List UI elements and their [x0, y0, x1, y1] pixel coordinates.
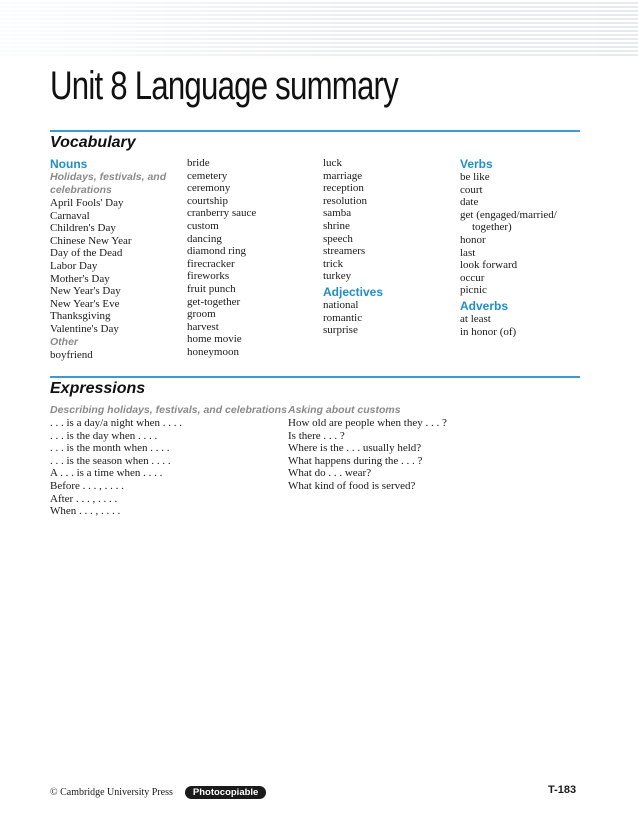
list-item: ceremony: [187, 182, 231, 195]
list-item: courtship: [187, 194, 228, 207]
list-item: resolution: [323, 194, 367, 207]
list-item: firecracker: [187, 257, 235, 270]
list-item: cranberry sauce: [187, 207, 257, 220]
list-item: date: [460, 196, 479, 209]
list-item: What kind of food is served?: [288, 479, 416, 492]
list-item: . . . is a day/a night when . . . .: [50, 417, 182, 429]
vocab-column-3: [323, 157, 383, 337]
list-item: honor: [460, 233, 486, 246]
list-item: Chinese New Year: [50, 234, 132, 247]
list-item: samba: [323, 207, 352, 220]
list-item: reception: [323, 182, 364, 195]
vocab-column-4: [460, 157, 557, 338]
list-item: . . . is the month when . . . .: [50, 442, 170, 455]
list-item: groom: [187, 308, 216, 321]
list-item: home movie: [187, 333, 242, 346]
photocopiable-badge: Photocopiable: [185, 786, 266, 799]
list-item: Where is the . . . usually held?: [288, 442, 422, 455]
vocab-column-2: [187, 157, 256, 359]
list-item: After . . . , . . . .: [50, 492, 118, 505]
expressions-describing: [50, 404, 287, 518]
list-item: Thanksgiving: [50, 310, 111, 323]
list-item: honeymoon: [187, 345, 239, 358]
list-item: Day of the Dead: [50, 247, 123, 260]
list-item: look forward: [460, 259, 518, 272]
list-item: together): [472, 221, 512, 234]
list-item: shrine: [323, 219, 350, 232]
copyright: © Cambridge University Press: [50, 787, 173, 798]
list-item: national: [323, 298, 359, 311]
list-item: turkey: [323, 270, 352, 283]
list-item: streamers: [323, 245, 366, 258]
list-item: When . . . , . . . .: [50, 505, 121, 518]
list-item: trick: [323, 257, 344, 270]
list-item: New Year's Eve: [50, 297, 120, 310]
list-item: diamond ring: [187, 245, 246, 258]
list-item: boyfriend: [50, 348, 93, 361]
list-item: What do . . . wear?: [288, 467, 372, 480]
adjectives-label: Adjectives: [323, 284, 384, 299]
page-title: Unit 8 Language summary: [50, 64, 398, 108]
list-item: get-together: [187, 295, 241, 308]
list-item: be like: [460, 171, 490, 183]
list-item: fruit punch: [187, 282, 236, 295]
list-item: custom: [187, 219, 219, 232]
list-item: fireworks: [187, 270, 230, 283]
list-item: occur: [460, 271, 485, 284]
list-item: How old are people when they . . . ?: [288, 417, 447, 429]
list-item: A . . . is a time when . . . .: [50, 467, 163, 480]
vocab-column-1: [50, 157, 166, 361]
list-item: cemetery: [187, 169, 228, 182]
holidays-sublabel: Holidays, festivals, and: [50, 171, 167, 183]
vocabulary-heading: Vocabulary: [50, 130, 580, 152]
list-item: Labor Day: [50, 259, 98, 272]
list-item: harvest: [187, 320, 219, 333]
list-item: Is there . . . ?: [288, 429, 345, 442]
list-item: What happens during the . . . ?: [288, 454, 423, 467]
expressions-heading: Expressions: [50, 376, 580, 398]
list-item: April Fools' Day: [50, 197, 124, 209]
list-item: romantic: [323, 311, 363, 324]
verbs-label: Verbs: [460, 157, 493, 171]
list-item: Before . . . , . . . .: [50, 479, 124, 492]
expressions-customs: [288, 404, 447, 493]
list-item: Valentine's Day: [50, 322, 119, 335]
list-item: get (engaged/married/: [460, 208, 557, 221]
list-item: luck: [323, 157, 342, 169]
describing-sublabel: Describing holidays, festivals, and celebrations: [50, 404, 287, 416]
header-stripes: [0, 0, 638, 58]
list-item: Children's Day: [50, 222, 116, 235]
list-item: surprise: [323, 324, 358, 337]
other-sublabel: Other: [50, 335, 79, 348]
list-item: picnic: [460, 284, 487, 297]
list-item: last: [460, 246, 476, 259]
list-item: Mother's Day: [50, 272, 110, 285]
page-number: T-183: [548, 784, 577, 796]
list-item: New Year's Day: [50, 285, 121, 298]
list-item: Carnaval: [50, 209, 90, 222]
list-item: at least: [460, 312, 491, 325]
customs-sublabel: Asking about customs: [288, 404, 401, 416]
adverbs-label: Adverbs: [460, 298, 509, 313]
nouns-label: Nouns: [50, 157, 88, 171]
list-item: . . . is the season when . . . .: [50, 454, 171, 467]
list-item: in honor (of): [460, 325, 517, 338]
holidays-sublabel: celebrations: [50, 184, 112, 196]
footer: [50, 786, 266, 799]
list-item: court: [460, 183, 483, 196]
list-item: marriage: [323, 169, 363, 182]
list-item: dancing: [187, 232, 222, 245]
list-item: . . . is the day when . . . .: [50, 429, 158, 442]
list-item: bride: [187, 157, 210, 169]
list-item: speech: [323, 232, 353, 245]
